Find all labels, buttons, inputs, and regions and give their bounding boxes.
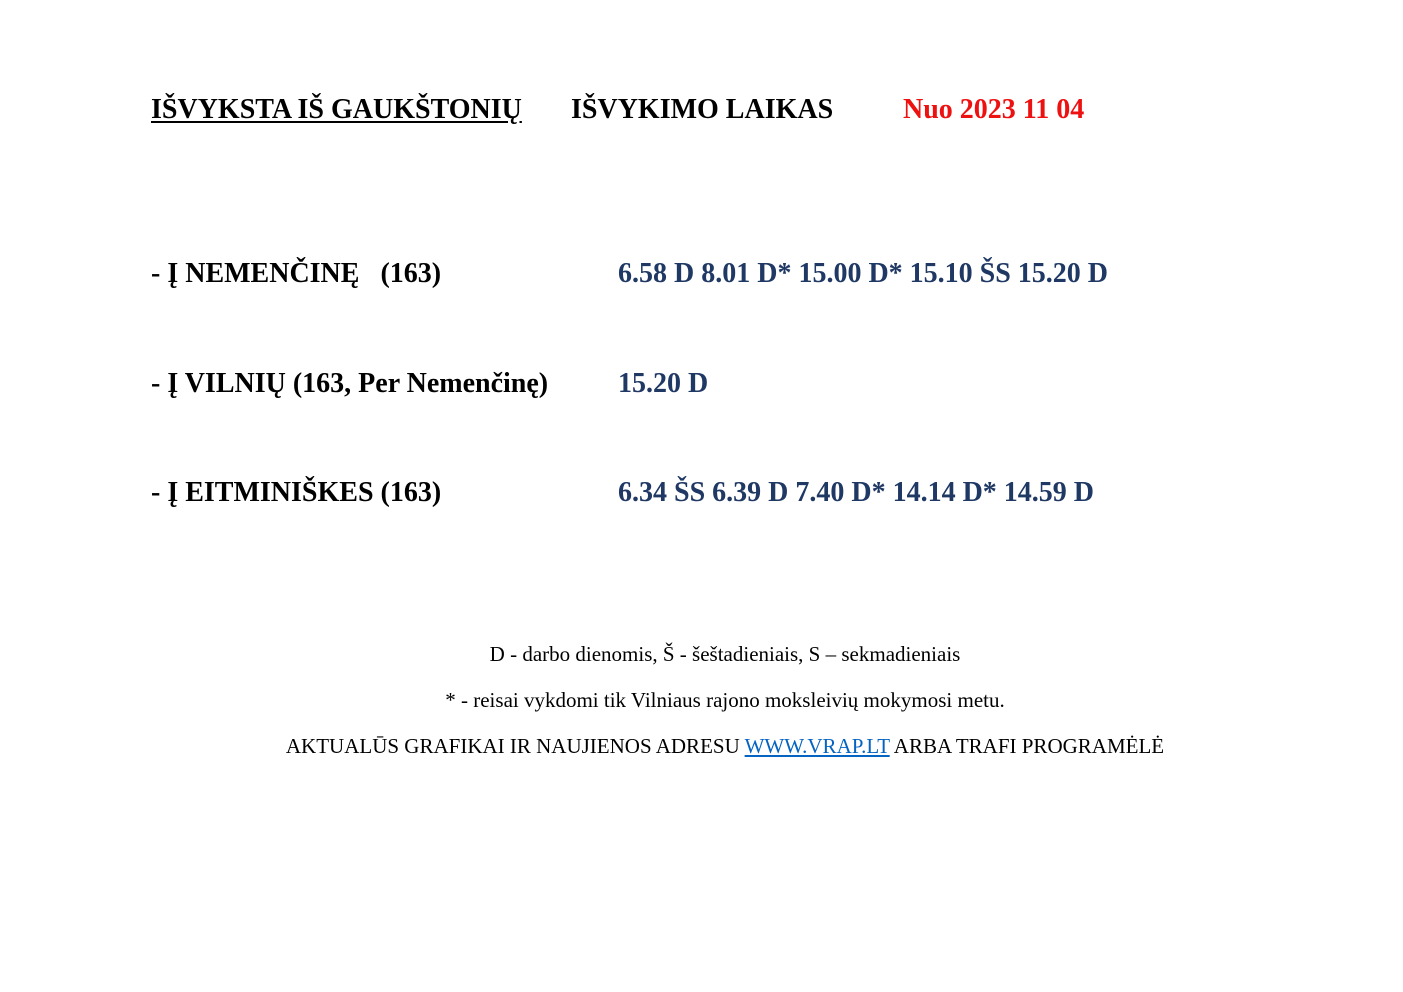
departure-time-label: IŠVYKIMO LAIKAS bbox=[571, 94, 834, 125]
valid-from-date: Nuo 2023 11 04 bbox=[903, 94, 1085, 125]
route-destination: - Į EITMINIŠKES (163) bbox=[151, 477, 442, 508]
route-destination: - Į VILNIŲ (163, Per Nemenčinę) bbox=[151, 368, 549, 399]
schedule-header bbox=[0, 92, 1403, 128]
route-destination: - Į NEMENČINĘ (163) bbox=[151, 258, 442, 289]
info-note bbox=[0, 732, 1403, 760]
route-row-vilnius bbox=[0, 366, 1403, 402]
route-departure-times: 6.34 ŠS 6.39 D 7.40 D* 14.14 D* 14.59 D bbox=[618, 477, 1095, 508]
route-departure-times: 15.20 D bbox=[618, 368, 709, 399]
info-prefix-text: AKTUALŪS GRAFIKAI IR NAUJIENOS ADRESU bbox=[285, 734, 745, 758]
vrap-website-link[interactable]: WWW.VRAP.LT bbox=[744, 734, 890, 758]
asterisk-note: * - reisai vykdomi tik Vilniaus rajono moksleivių mokymosi metu. bbox=[445, 688, 1005, 712]
route-row-eitminiskes bbox=[0, 475, 1403, 511]
route-row-nemencine bbox=[0, 256, 1403, 292]
origin-title: IŠVYKSTA IŠ GAUKŠTONIŲ bbox=[151, 94, 522, 125]
info-suffix-text: ARBA TRAFI PROGRAMĖLĖ bbox=[889, 734, 1165, 758]
legend-note: D - darbo dienomis, Š - šeštadieniais, S – sekmadieniais bbox=[489, 642, 961, 666]
route-departure-times: 6.58 D 8.01 D* 15.00 D* 15.10 ŠS 15.20 D bbox=[618, 258, 1109, 289]
